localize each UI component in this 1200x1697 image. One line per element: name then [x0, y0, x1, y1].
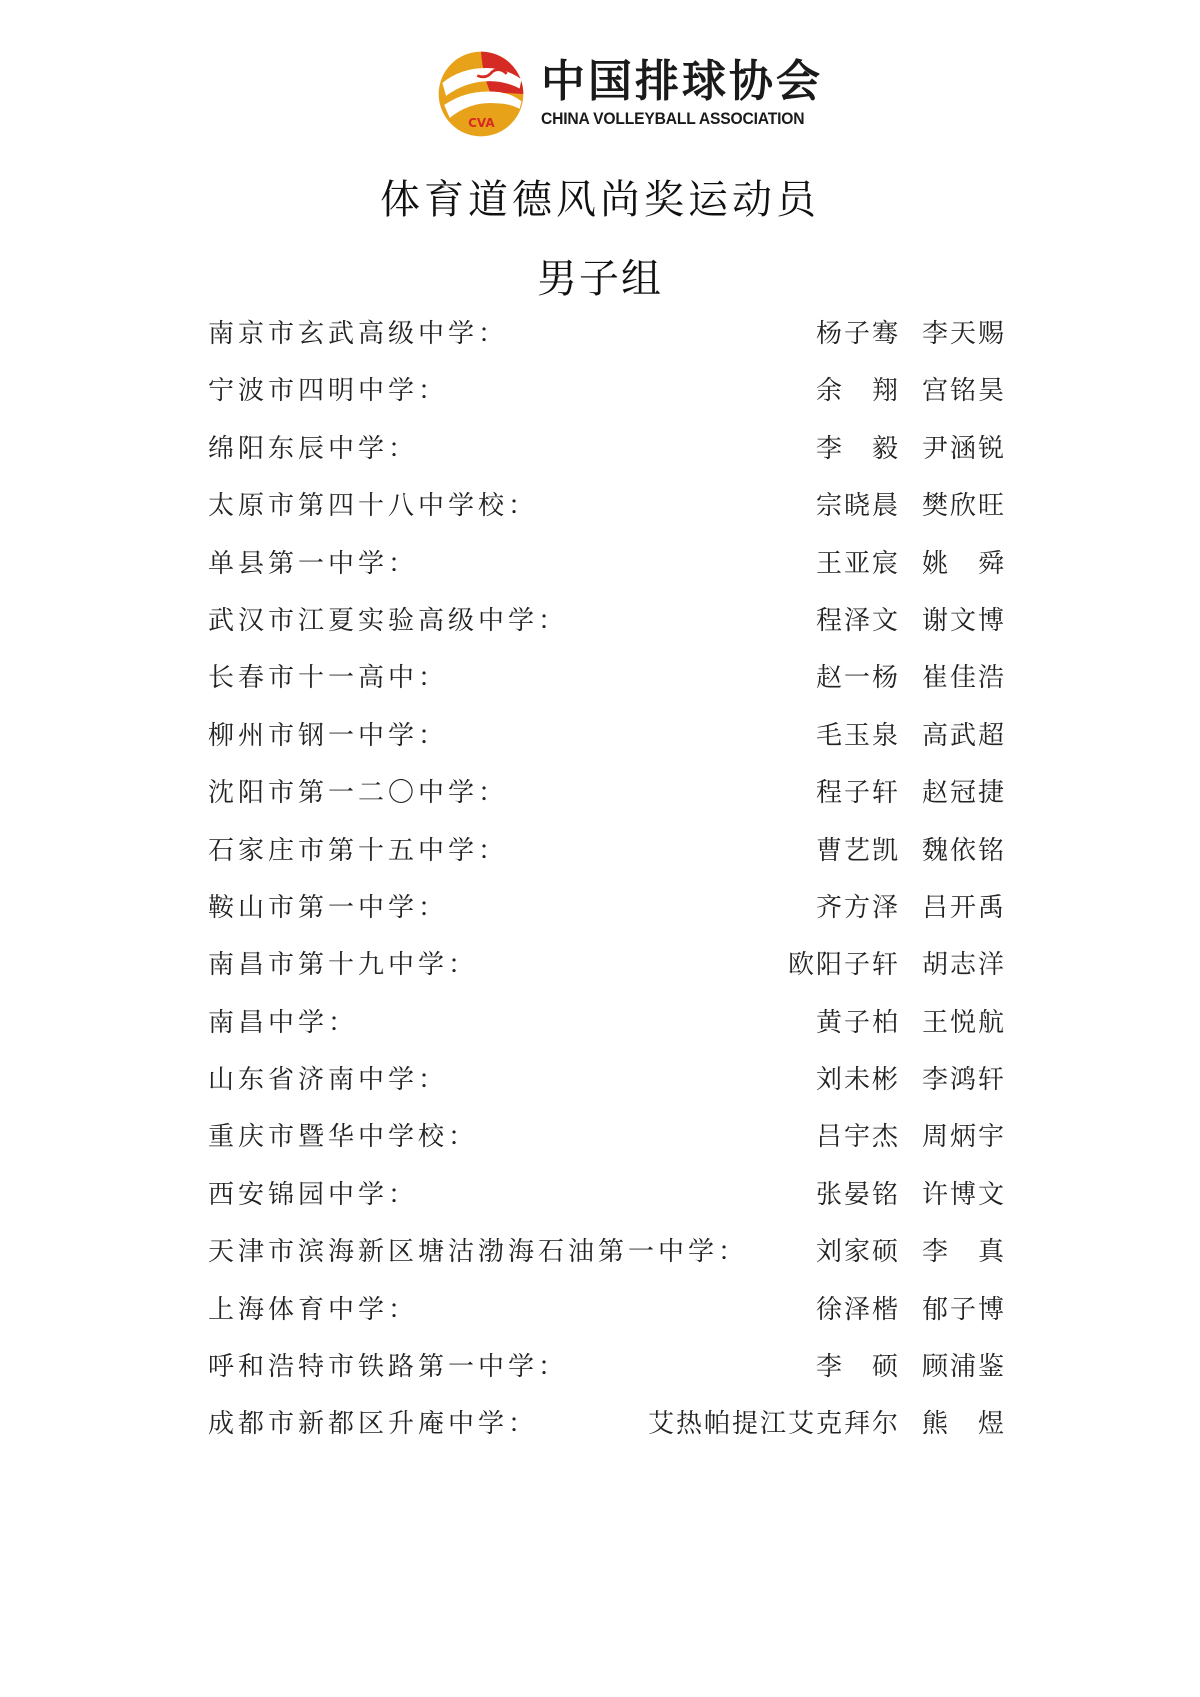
athlete-names: [816, 716, 1006, 756]
athlete-name: 李 毅: [815, 433, 900, 464]
list-item: [208, 1175, 1006, 1232]
athlete-name: 崔佳浩: [921, 663, 1006, 694]
athlete-name: 齐方泽: [815, 892, 900, 923]
athlete-name: 王亚宸: [815, 548, 900, 579]
athlete-name: 许博文: [921, 1179, 1006, 1210]
list-item: [208, 658, 1006, 715]
athlete-names: [788, 945, 1006, 985]
athlete-name: 胡志洋: [921, 950, 1006, 981]
list-item: [208, 1404, 1006, 1461]
list-item: [208, 429, 1006, 486]
athlete-names: [816, 1290, 1006, 1330]
athlete-name: 宫铭昊: [921, 376, 1006, 407]
athlete-name: 王悦航: [921, 1007, 1006, 1038]
athlete-names: [816, 1003, 1006, 1043]
list-item: [208, 1117, 1006, 1174]
athlete-name: 周炳宇: [921, 1122, 1006, 1153]
list-item: [208, 1290, 1006, 1347]
list-item: [208, 544, 1006, 601]
athlete-name: 魏依铭: [921, 835, 1006, 866]
athlete-names: [816, 429, 1006, 469]
athlete-names: [816, 1175, 1006, 1215]
school-name: 南昌市第十九中学：: [208, 950, 479, 981]
athlete-name: 欧阳子轩: [787, 950, 900, 981]
athlete-name: 吕宇杰: [815, 1122, 900, 1153]
athlete-name: 顾浦鉴: [921, 1352, 1006, 1383]
list-item: [208, 888, 1006, 945]
athlete-names: [816, 371, 1006, 411]
athlete-names: [648, 1404, 1006, 1444]
athlete-name: 余 翔: [815, 376, 900, 407]
athlete-name: 徐泽楷: [815, 1294, 900, 1325]
athlete-name: 张晏铭: [815, 1179, 900, 1210]
list-item: [208, 1232, 1006, 1289]
list-item: [208, 486, 1006, 543]
athlete-names: [816, 1060, 1006, 1100]
logo: [435, 48, 827, 140]
school-name: 山东省济南中学：: [208, 1065, 449, 1096]
school-name: 柳州市钢一中学：: [208, 720, 449, 751]
school-name: 重庆市暨华中学校：: [208, 1122, 479, 1153]
school-name: 上海体育中学：: [208, 1294, 419, 1325]
athlete-name: 刘家硕: [815, 1237, 900, 1268]
athlete-name: 毛玉泉: [815, 720, 900, 751]
logo-chinese-name: 中国排球协会: [541, 55, 823, 107]
list-item: [208, 601, 1006, 658]
athlete-names: [816, 658, 1006, 698]
volleyball-logo-icon: [435, 48, 527, 140]
list-item: [208, 831, 1006, 888]
athlete-name: 赵冠捷: [921, 778, 1006, 809]
athlete-names: [816, 1117, 1006, 1157]
athlete-name: 艾热帕提江艾克拜尔: [647, 1409, 900, 1440]
athlete-name: 高武超: [921, 720, 1006, 751]
list-item: [208, 1347, 1006, 1404]
athlete-name: 李天赐: [921, 319, 1006, 349]
athlete-name: 李鸿轩: [921, 1065, 1006, 1096]
page-subtitle: 男子组: [537, 256, 663, 302]
page-title: 体育道德风尚奖运动员: [380, 177, 820, 223]
school-name: 呼和浩特市铁路第一中学：: [208, 1352, 569, 1383]
athlete-name: 樊欣旺: [921, 491, 1006, 522]
list-item: [208, 773, 1006, 830]
school-name: 西安锦园中学：: [208, 1179, 419, 1210]
athlete-name: 程子轩: [815, 778, 900, 809]
athlete-name: 刘未彬: [815, 1065, 900, 1096]
school-name: 长春市十一高中：: [208, 663, 449, 694]
svg-text:CVA: CVA: [468, 116, 495, 131]
school-name: 宁波市四明中学：: [208, 376, 449, 407]
athlete-name: 熊 煜: [921, 1409, 1006, 1440]
list-item: [208, 1003, 1006, 1060]
athlete-names: [816, 888, 1006, 928]
athlete-name: 曹艺凯: [815, 835, 900, 866]
athlete-name: 赵一杨: [815, 663, 900, 694]
athlete-name: 宗晓晨: [815, 491, 900, 522]
school-name: 鞍山市第一中学：: [208, 892, 449, 923]
athlete-names: [816, 1232, 1006, 1272]
athlete-names: [816, 601, 1006, 641]
school-name: 太原市第四十八中学校：: [208, 491, 539, 522]
school-name: 天津市滨海新区塘沽渤海石油第一中学：: [208, 1237, 749, 1268]
athlete-names: [816, 831, 1006, 871]
athlete-names: [816, 486, 1006, 526]
athlete-name: 杨子骞: [815, 319, 900, 349]
logo-english-name: CHINA VOLLEYBALL ASSOCIATION: [541, 109, 805, 129]
school-name: 南昌中学：: [208, 1007, 359, 1038]
logo-text: [541, 55, 827, 129]
school-name: 南京市玄武高级中学：: [208, 319, 509, 349]
school-name: 成都市新都区升庵中学：: [208, 1409, 539, 1440]
list-item: [208, 945, 1006, 1002]
school-name: 武汉市江夏实验高级中学：: [208, 605, 569, 636]
athlete-names: [816, 773, 1006, 813]
athlete-name: 谢文博: [921, 605, 1006, 636]
athlete-name: 黄子柏: [815, 1007, 900, 1038]
athlete-names: [816, 314, 1006, 354]
athlete-names: [816, 544, 1006, 584]
school-name: 单县第一中学：: [208, 548, 419, 579]
school-name: 石家庄市第十五中学：: [208, 835, 509, 866]
list-item: [208, 314, 1006, 371]
school-name: 绵阳东辰中学：: [208, 433, 419, 464]
athlete-name: 李 硕: [815, 1352, 900, 1383]
school-name: 沈阳市第一二〇中学：: [208, 778, 509, 809]
athlete-name: 吕开禹: [921, 892, 1006, 923]
list-item: [208, 1060, 1006, 1117]
athlete-names: [816, 1347, 1006, 1387]
athlete-name: 郁子博: [921, 1294, 1006, 1325]
athlete-name: 李 真: [921, 1237, 1006, 1268]
athlete-name: 姚 舜: [921, 548, 1006, 579]
athlete-name: 尹涵锐: [921, 433, 1006, 464]
list-item: [208, 716, 1006, 773]
award-list: [208, 314, 1006, 1462]
athlete-name: 程泽文: [815, 605, 900, 636]
list-item: [208, 371, 1006, 428]
